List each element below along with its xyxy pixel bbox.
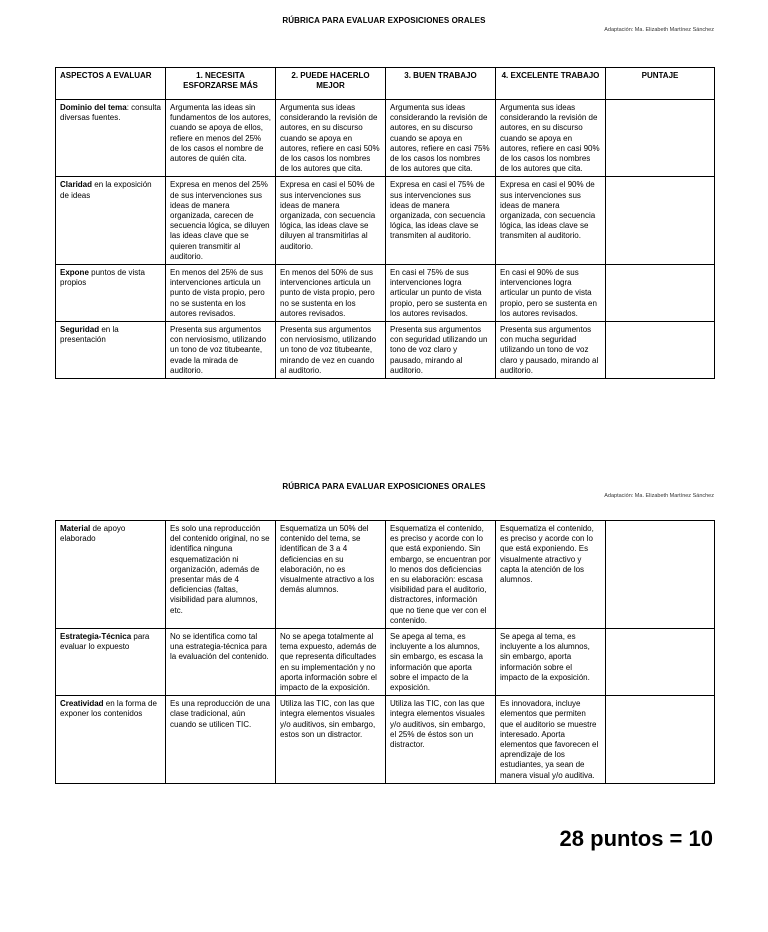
criterion-cell <box>56 521 166 629</box>
level-2-cell: Presenta sus argumentos con nerviosismo, utilizando un tono de voz titubeante, mirando de vez en cuando al auditorio. <box>276 322 386 379</box>
score-note: 28 puntos = 10 <box>559 826 713 851</box>
level-3-cell: Se apega al tema, es incluyente a los alumnos, sin embargo, es escasa la información que aporta sobre el impacto de la exposición. <box>386 629 496 696</box>
table-row <box>56 177 715 265</box>
level-4-cell: Es innovadora, incluye elementos que permiten que el auditorio se muestre interesado. Aporta elementos que favorecen el aprendizaje de los estudiantes, ya sean de manera visual y/o auditiva. <box>496 696 606 784</box>
header-aspects: ASPECTOS A EVALUAR <box>56 68 166 100</box>
score-cell <box>606 629 715 696</box>
criterion-description: en la forma de exponer los contenidos <box>60 699 157 719</box>
score-cell <box>606 177 715 265</box>
criterion-name: Seguridad <box>60 325 100 335</box>
header-row <box>56 68 715 100</box>
score-cell <box>606 696 715 784</box>
table-row <box>56 521 715 629</box>
table-row <box>56 100 715 177</box>
page-title: RÚBRICA PARA EVALUAR EXPOSICIONES ORALES <box>282 482 486 491</box>
level-3-cell: Argumenta sus ideas considerando la revisión de autores, en su discurso cuando se apoya en autores, refiere en casi 75% de los casos los nombres de los autores que cita. <box>386 100 496 177</box>
criterion-name: Dominio del tema <box>60 103 127 112</box>
level-3-cell: Utiliza las TIC, con las que integra elementos visuales y/o auditivos, sin embargo, el 25% de éstos son un distractor. <box>386 696 496 784</box>
table-row <box>56 322 715 379</box>
table-row <box>56 629 715 696</box>
level-3-cell: Expresa en casi el 75% de sus intervenciones sus ideas de manera organizada, con secuencia lógica, las ideas clave se transmiten al auditorio. <box>386 177 496 265</box>
criterion-description: : consulta diversas fuentes. <box>60 103 161 123</box>
table-row <box>56 696 715 784</box>
criterion-description: en la presentación <box>60 325 119 345</box>
criterion-cell <box>56 696 166 784</box>
criterion-cell <box>56 100 166 177</box>
level-1-cell: No se identifica como tal una estrategia-técnica para la evaluación del contenido. <box>166 629 276 696</box>
header-score: PUNTAJE <box>606 68 715 100</box>
level-2-cell: En menos del 50% de sus intervenciones articula un punto de vista propio, pero no se sustenta en los autores revisados. <box>276 265 386 322</box>
level-2-cell: No se apega totalmente al tema expuesto, además de que representa dificultades en su implementación y no aporta información sobre el impacto de la exposición. <box>276 629 386 696</box>
level-2-cell: Utiliza las TIC, con las que integra elementos visuales y/o auditivos, sin embargo, estos son un distractor. <box>276 696 386 784</box>
level-1-cell: Expresa en menos del 25% de sus intervenciones sus ideas de manera organizada, carecen de secuencia lógica, se diluyen las ideas clave que se quieren transmitir al auditorio. <box>166 177 276 265</box>
level-2-cell: Esquematiza un 50% del contenido del tema, se identifican de 3 a 4 deficiencias en su elaboración, no es visualmente atractivo a los demás alumnos. <box>276 521 386 629</box>
level-3-cell: Esquematiza el contenido, es preciso y acorde con lo que está exponiendo. Sin embargo, se encuentran por lo menos dos deficiencias en su elaboración: escasa visibilidad para el auditorio, distractores, información que no tiene que ver con el contenido. <box>386 521 496 629</box>
score-cell <box>606 322 715 379</box>
level-4-cell: Expresa en casi el 90% de sus intervenciones sus ideas de manera organizada, con secuencia lógica, las ideas clave se transmiten al auditorio. <box>496 177 606 265</box>
score-cell <box>606 521 715 629</box>
header-level-4: 4. EXCELENTE TRABAJO <box>496 68 606 100</box>
criterion-name: Material <box>60 524 91 533</box>
level-1-cell: Es una reproducción de una clase tradicional, aún cuando se utilicen TIC. <box>166 696 276 784</box>
adaptation-credit: Adaptación: Ma. Elizabeth Martínez Sánchez <box>604 493 714 499</box>
criterion-name: Expone <box>60 268 89 278</box>
criterion-name: Estrategia-Técnica <box>60 632 132 642</box>
level-1-cell: En menos del 25% de sus intervenciones articula un punto de vista propio, pero no se sustenta en los autores revisados. <box>166 265 276 322</box>
level-1-cell: Argumenta las ideas sin fundamentos de los autores, cuando se apoya de ellos, refiere en menos del 25% de los casos el nombre de autores de quién cita. <box>166 100 276 177</box>
criterion-name: Creatividad <box>60 699 104 709</box>
score-cell <box>606 100 715 177</box>
criterion-cell <box>56 629 166 696</box>
level-4-cell: Argumenta sus ideas considerando la revisión de autores, en su discurso cuando se apoya en autores, refiere en casi 90% de los casos los nombres de los autores que cita. <box>496 100 606 177</box>
criterion-cell <box>56 265 166 322</box>
criterion-name: Claridad <box>60 180 93 190</box>
criterion-cell <box>56 322 166 379</box>
level-2-cell: Argumenta sus ideas considerando la revisión de autores, en su discurso cuando se apoya en autores, refiere en casi 50% de los casos los nombres de los autores que cita. <box>276 100 386 177</box>
page-title: RÚBRICA PARA EVALUAR EXPOSICIONES ORALES <box>282 16 486 25</box>
level-1-cell: Presenta sus argumentos con nerviosismo, utilizando un tono de voz titubeante, evade la mirada de auditorio. <box>166 322 276 379</box>
criterion-cell <box>56 177 166 265</box>
score-cell <box>606 265 715 322</box>
level-2-cell: Expresa en casi el 50% de sus intervenciones sus ideas de manera organizada, con secuencia lógica, las ideas clave se diluyen al transmitirlas al auditorio. <box>276 177 386 265</box>
level-1-cell: Es solo una reproducción del contenido original, no se identifica ninguna esquematización ni organización, además de presentar más de 4 deficiencias (faltas, visibilidad para alumnos, etc. <box>166 521 276 629</box>
rubric-table <box>55 520 715 784</box>
level-3-cell: Presenta sus argumentos con seguridad utilizando un tono de voz claro y pausado, mirando al auditorio. <box>386 322 496 379</box>
header-level-1: 1. NECESITA ESFORZARSE MÁS <box>166 68 276 100</box>
level-4-cell: Se apega al tema, es incluyente a los alumnos, sin embargo, aporta información sobre el impacto de la exposición. <box>496 629 606 696</box>
header-level-2: 2. PUEDE HACERLO MEJOR <box>276 68 386 100</box>
level-4-cell: Esquematiza el contenido, es preciso y acorde con lo que está exponiendo. Es visualmente atractivo y capta la atención de los alumnos. <box>496 521 606 629</box>
level-4-cell: En casi el 90% de sus intervenciones logra articular un punto de vista propio, pero se sustenta en los autores revisados. <box>496 265 606 322</box>
level-4-cell: Presenta sus argumentos con mucha seguridad utilizando un tono de voz claro y pausado, mirando al auditorio. <box>496 322 606 379</box>
rubric-table <box>55 67 715 379</box>
criterion-description: en la exposición de ideas <box>60 180 152 200</box>
criterion-description: puntos de vista propios <box>60 268 145 288</box>
adaptation-credit: Adaptación: Ma. Elizabeth Martínez Sánchez <box>604 27 714 33</box>
level-3-cell: En casi el 75% de sus intervenciones logra articular un punto de vista propio, pero se sustenta en los autores revisados. <box>386 265 496 322</box>
criterion-description: para evaluar lo expuesto <box>60 632 150 652</box>
table-row <box>56 265 715 322</box>
criterion-description: de apoyo elaborado <box>60 524 126 544</box>
header-level-3: 3. BUEN TRABAJO <box>386 68 496 100</box>
